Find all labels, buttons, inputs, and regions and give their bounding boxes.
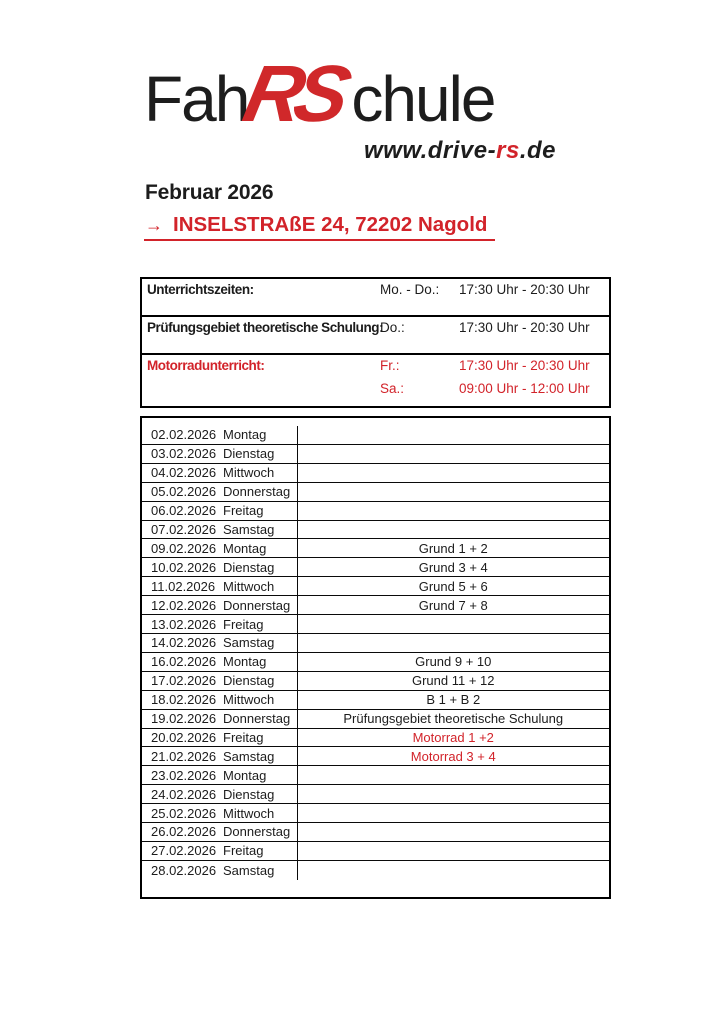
calendar-row xyxy=(142,464,609,483)
calendar-row-left xyxy=(142,691,297,709)
date-cell: 14.02.2026 xyxy=(151,635,217,651)
calendar-row xyxy=(142,804,609,823)
calendar-row-left xyxy=(142,842,297,860)
logo-text xyxy=(144,49,556,138)
day-cell: Freitag xyxy=(223,729,264,745)
day-cell: Mittwoch xyxy=(223,578,275,594)
info-row-unterrichtszeiten xyxy=(142,279,609,317)
arrow-right-icon: → xyxy=(145,215,163,235)
day-cell: Montag xyxy=(223,654,267,670)
info-time: 17:30 Uhr - 20:30 Uhr xyxy=(459,282,590,297)
date-cell: 18.02.2026 xyxy=(151,692,217,708)
calendar-row-left xyxy=(142,710,297,728)
day-cell: Freitag xyxy=(223,843,264,859)
event-cell xyxy=(297,653,610,671)
logo xyxy=(144,49,556,164)
info-time: 09:00 Uhr - 12:00 Uhr xyxy=(459,381,590,396)
info-day: Sa.: xyxy=(380,381,405,396)
event-text: Grund 5 + 6 xyxy=(418,578,488,594)
calendar-row xyxy=(142,861,609,880)
date-cell: 07.02.2026 xyxy=(151,521,217,537)
website-suffix: .de xyxy=(519,137,556,164)
date-cell: 11.02.2026 xyxy=(151,578,216,594)
calendar-row-left xyxy=(142,634,297,652)
calendar-row-left xyxy=(142,558,297,576)
date-cell: 10.02.2026 xyxy=(151,559,217,575)
event-text: Grund 11 + 12 xyxy=(411,673,495,689)
day-cell: Samstag xyxy=(223,862,275,878)
day-cell: Donnerstag xyxy=(223,824,291,840)
event-cell xyxy=(297,691,610,709)
date-cell: 24.02.2026 xyxy=(151,786,217,802)
info-day: Fr.: xyxy=(380,358,400,373)
event-cell xyxy=(297,483,610,501)
calendar-row-left xyxy=(142,521,297,539)
event-text: Grund 7 + 8 xyxy=(418,597,488,613)
calendar-row xyxy=(142,747,609,766)
day-cell: Donnerstag xyxy=(223,711,291,727)
info-line xyxy=(142,358,609,381)
day-cell: Samstag xyxy=(223,748,275,764)
event-text: Prüfungsgebiet theoretische Schulung xyxy=(343,711,564,727)
date-cell: 28.02.2026 xyxy=(151,862,217,878)
calendar-row-left xyxy=(142,502,297,520)
event-cell xyxy=(297,823,610,841)
event-cell xyxy=(297,539,610,557)
event-cell xyxy=(297,747,610,765)
calendar-row-left xyxy=(142,426,297,444)
calendar-row-left xyxy=(142,464,297,482)
date-cell: 17.02.2026 xyxy=(151,673,217,689)
info-line xyxy=(142,320,609,343)
event-cell xyxy=(297,766,610,784)
date-cell: 06.02.2026 xyxy=(151,503,217,519)
date-cell: 03.02.2026 xyxy=(151,446,217,462)
event-cell xyxy=(297,615,610,633)
date-cell: 04.02.2026 xyxy=(151,465,217,481)
event-text: Motorrad 3 + 4 xyxy=(410,748,496,764)
event-cell xyxy=(297,672,610,690)
calendar-row xyxy=(142,766,609,785)
calendar-row xyxy=(142,426,609,445)
info-label: Motorradunterricht: xyxy=(147,358,265,373)
calendar-row-left xyxy=(142,653,297,671)
calendar-row-left xyxy=(142,445,297,463)
logo-text-fah: Fah xyxy=(144,63,249,135)
date-cell: 12.02.2026 xyxy=(151,597,217,613)
website-prefix: www.drive- xyxy=(363,137,497,164)
info-row-motorradunterricht xyxy=(142,355,609,406)
day-cell: Donnerstag xyxy=(223,484,291,500)
event-cell xyxy=(297,521,610,539)
day-cell: Montag xyxy=(223,540,267,556)
day-cell: Freitag xyxy=(223,616,264,632)
date-cell: 26.02.2026 xyxy=(151,824,217,840)
calendar-row xyxy=(142,729,609,748)
calendar-row xyxy=(142,823,609,842)
info-line xyxy=(142,381,609,404)
day-cell: Mittwoch xyxy=(223,805,275,821)
event-cell xyxy=(297,558,610,576)
event-cell xyxy=(297,842,610,860)
event-cell xyxy=(297,710,610,728)
calendar-row xyxy=(142,842,609,861)
calendar-row-left xyxy=(142,785,297,803)
info-label: Prüfungsgebiet theoretische Schulung: xyxy=(147,320,384,335)
event-text: Grund 1 + 2 xyxy=(418,540,488,556)
calendar-row xyxy=(142,785,609,804)
date-cell: 02.02.2026 xyxy=(151,427,217,443)
logo-text-chule: chule xyxy=(351,63,495,135)
calendar-row-left xyxy=(142,747,297,765)
schedule-info-table xyxy=(140,277,611,408)
calendar-row xyxy=(142,710,609,729)
day-cell: Mittwoch xyxy=(223,692,275,708)
day-cell: Dienstag xyxy=(223,673,275,689)
calendar-row xyxy=(142,653,609,672)
calendar-row-left xyxy=(142,729,297,747)
info-day: Do.: xyxy=(380,320,405,335)
event-cell xyxy=(297,861,610,880)
calendar-row-left xyxy=(142,823,297,841)
calendar-row-left xyxy=(142,615,297,633)
date-cell: 13.02.2026 xyxy=(151,616,217,632)
calendar-row xyxy=(142,502,609,521)
calendar-row-left xyxy=(142,804,297,822)
calendar-row xyxy=(142,577,609,596)
info-line xyxy=(142,282,609,305)
website-url xyxy=(144,139,556,163)
calendar-row xyxy=(142,558,609,577)
event-text: Grund 3 + 4 xyxy=(418,559,488,575)
location-line xyxy=(144,213,495,241)
date-cell: 25.02.2026 xyxy=(151,805,217,821)
date-cell: 19.02.2026 xyxy=(151,711,217,727)
date-cell: 16.02.2026 xyxy=(151,654,217,670)
day-cell: Freitag xyxy=(223,503,264,519)
date-cell: 05.02.2026 xyxy=(151,484,217,500)
calendar-row-left xyxy=(142,577,297,595)
calendar-row-left xyxy=(142,766,297,784)
event-cell xyxy=(297,634,610,652)
day-cell: Samstag xyxy=(223,521,275,537)
calendar-row xyxy=(142,596,609,615)
event-cell xyxy=(297,729,610,747)
day-cell: Montag xyxy=(223,767,267,783)
calendar-row xyxy=(142,634,609,653)
date-cell: 20.02.2026 xyxy=(151,729,217,745)
event-cell xyxy=(297,502,610,520)
calendar-row xyxy=(142,483,609,502)
event-text: B 1 + B 2 xyxy=(426,692,481,708)
calendar-row xyxy=(142,521,609,540)
day-cell: Donnerstag xyxy=(223,597,291,613)
info-time: 17:30 Uhr - 20:30 Uhr xyxy=(459,320,590,335)
calendar-table xyxy=(140,416,611,899)
date-cell: 23.02.2026 xyxy=(151,767,217,783)
info-label: Unterrichtszeiten: xyxy=(147,282,254,297)
calendar-row-left xyxy=(142,596,297,614)
event-cell xyxy=(297,804,610,822)
location-underline xyxy=(144,213,495,241)
calendar-row-left xyxy=(142,672,297,690)
calendar-row xyxy=(142,539,609,558)
day-cell: Dienstag xyxy=(223,786,275,802)
website-accent: rs xyxy=(496,137,520,164)
day-cell: Montag xyxy=(223,427,267,443)
month-title: Februar 2026 xyxy=(145,181,274,204)
info-day: Mo. - Do.: xyxy=(380,282,440,297)
calendar-row xyxy=(142,691,609,710)
date-cell: 27.02.2026 xyxy=(151,843,217,859)
logo-rs-emblem: RS xyxy=(236,49,351,138)
event-cell xyxy=(297,445,610,463)
event-cell xyxy=(297,596,610,614)
event-cell xyxy=(297,785,610,803)
calendar-row-left xyxy=(142,539,297,557)
date-cell: 21.02.2026 xyxy=(151,748,217,764)
calendar-row xyxy=(142,615,609,634)
event-cell xyxy=(297,464,610,482)
calendar-row xyxy=(142,445,609,464)
calendar-row-left xyxy=(142,483,297,501)
day-cell: Dienstag xyxy=(223,559,275,575)
day-cell: Samstag xyxy=(223,635,275,651)
info-row-pruefungsgebiet xyxy=(142,317,609,355)
event-text: Motorrad 1 +2 xyxy=(412,729,494,745)
day-cell: Mittwoch xyxy=(223,465,275,481)
calendar-row-left xyxy=(142,861,297,880)
info-time: 17:30 Uhr - 20:30 Uhr xyxy=(459,358,590,373)
event-cell xyxy=(297,577,610,595)
calendar-row xyxy=(142,672,609,691)
location-text: INSELSTRAßE 24, 72202 Nagold xyxy=(173,213,488,236)
date-cell: 09.02.2026 xyxy=(151,540,217,556)
event-text: Grund 9 + 10 xyxy=(415,654,492,670)
day-cell: Dienstag xyxy=(223,446,275,462)
event-cell xyxy=(297,426,610,444)
